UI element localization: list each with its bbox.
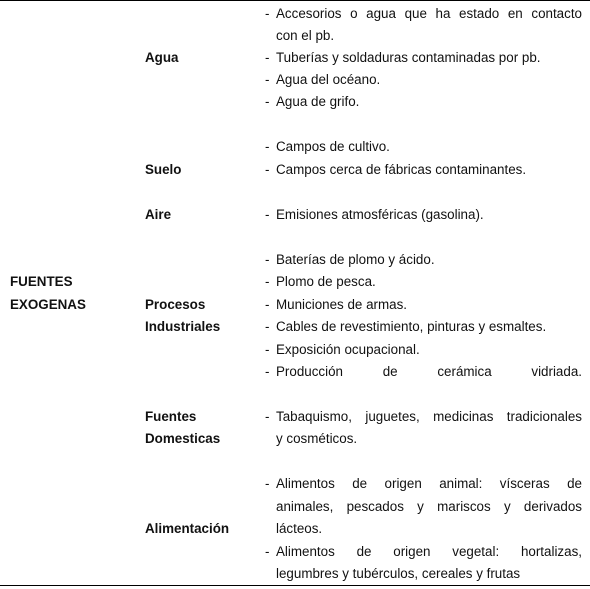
list-item: Producción de cerámica vidriada. — [276, 364, 582, 379]
category-aire: Aire — [145, 207, 172, 222]
list-item: Cables de revestimiento, pinturas y esmaltes. — [276, 319, 547, 334]
bullet-dash: - — [265, 72, 270, 87]
list-item: Emisiones atmosféricas (gasolina). — [276, 207, 484, 222]
list-item: con el pb. — [276, 28, 335, 43]
category-alimentacion: Alimentación — [145, 521, 230, 536]
category-fuentes-line-2: Domesticas — [145, 431, 221, 446]
list-item: Alimentos de origen animal: vísceras de — [276, 476, 582, 491]
bullet-dash: - — [265, 252, 270, 267]
list-item: Tuberías y soldaduras contaminadas por pb. — [276, 50, 541, 65]
list-item: lácteos. — [276, 521, 323, 536]
list-item: legumbres y tubérculos, cereales y frutas — [276, 566, 521, 581]
bullet-dash: - — [265, 409, 270, 424]
list-item: Campos de cultivo. — [276, 139, 390, 154]
bullet-dash: - — [265, 319, 270, 334]
bullet-dash: - — [265, 364, 270, 379]
list-item: Baterías de plomo y ácido. — [276, 252, 435, 267]
list-item: Plomo de pesca. — [276, 274, 376, 289]
list-item: Tabaquismo, juguetes, medicinas tradicionales — [276, 409, 582, 424]
bullet-dash: - — [265, 6, 270, 21]
table-bottom-border — [0, 585, 590, 586]
bullet-dash: - — [265, 274, 270, 289]
list-item: Alimentos de origen vegetal: hortalizas, — [276, 544, 582, 559]
category-suelo: Suelo — [145, 162, 182, 177]
category-fuentes-line-1: Fuentes — [145, 409, 197, 424]
list-item: Municiones de armas. — [276, 297, 407, 312]
table-top-border — [0, 0, 590, 1]
bullet-dash: - — [265, 207, 270, 222]
bullet-dash: - — [265, 297, 270, 312]
bullet-dash: - — [265, 50, 270, 65]
category-procesos-line-1: Procesos — [145, 297, 206, 312]
bullet-dash: - — [265, 139, 270, 154]
list-item: animales, pescados y mariscos y derivados — [276, 499, 582, 514]
category-agua: Agua — [145, 50, 179, 65]
main-label-line-1: FUENTES — [10, 274, 73, 289]
main-label-line-2: EXOGENAS — [10, 297, 86, 312]
bullet-dash: - — [265, 342, 270, 357]
bullet-dash: - — [265, 162, 270, 177]
category-procesos-line-2: Industriales — [145, 319, 221, 334]
bullet-dash: - — [265, 94, 270, 109]
list-item: Accesorios o agua que ha estado en contacto — [276, 6, 582, 21]
list-item: Campos cerca de fábricas contaminantes. — [276, 162, 527, 177]
bullet-dash: - — [265, 544, 270, 559]
list-item: y cosméticos. — [276, 431, 358, 446]
list-item: Agua de grifo. — [276, 94, 360, 109]
list-item: Agua del océano. — [276, 72, 381, 87]
bullet-dash: - — [265, 476, 270, 491]
list-item: Exposición ocupacional. — [276, 342, 420, 357]
